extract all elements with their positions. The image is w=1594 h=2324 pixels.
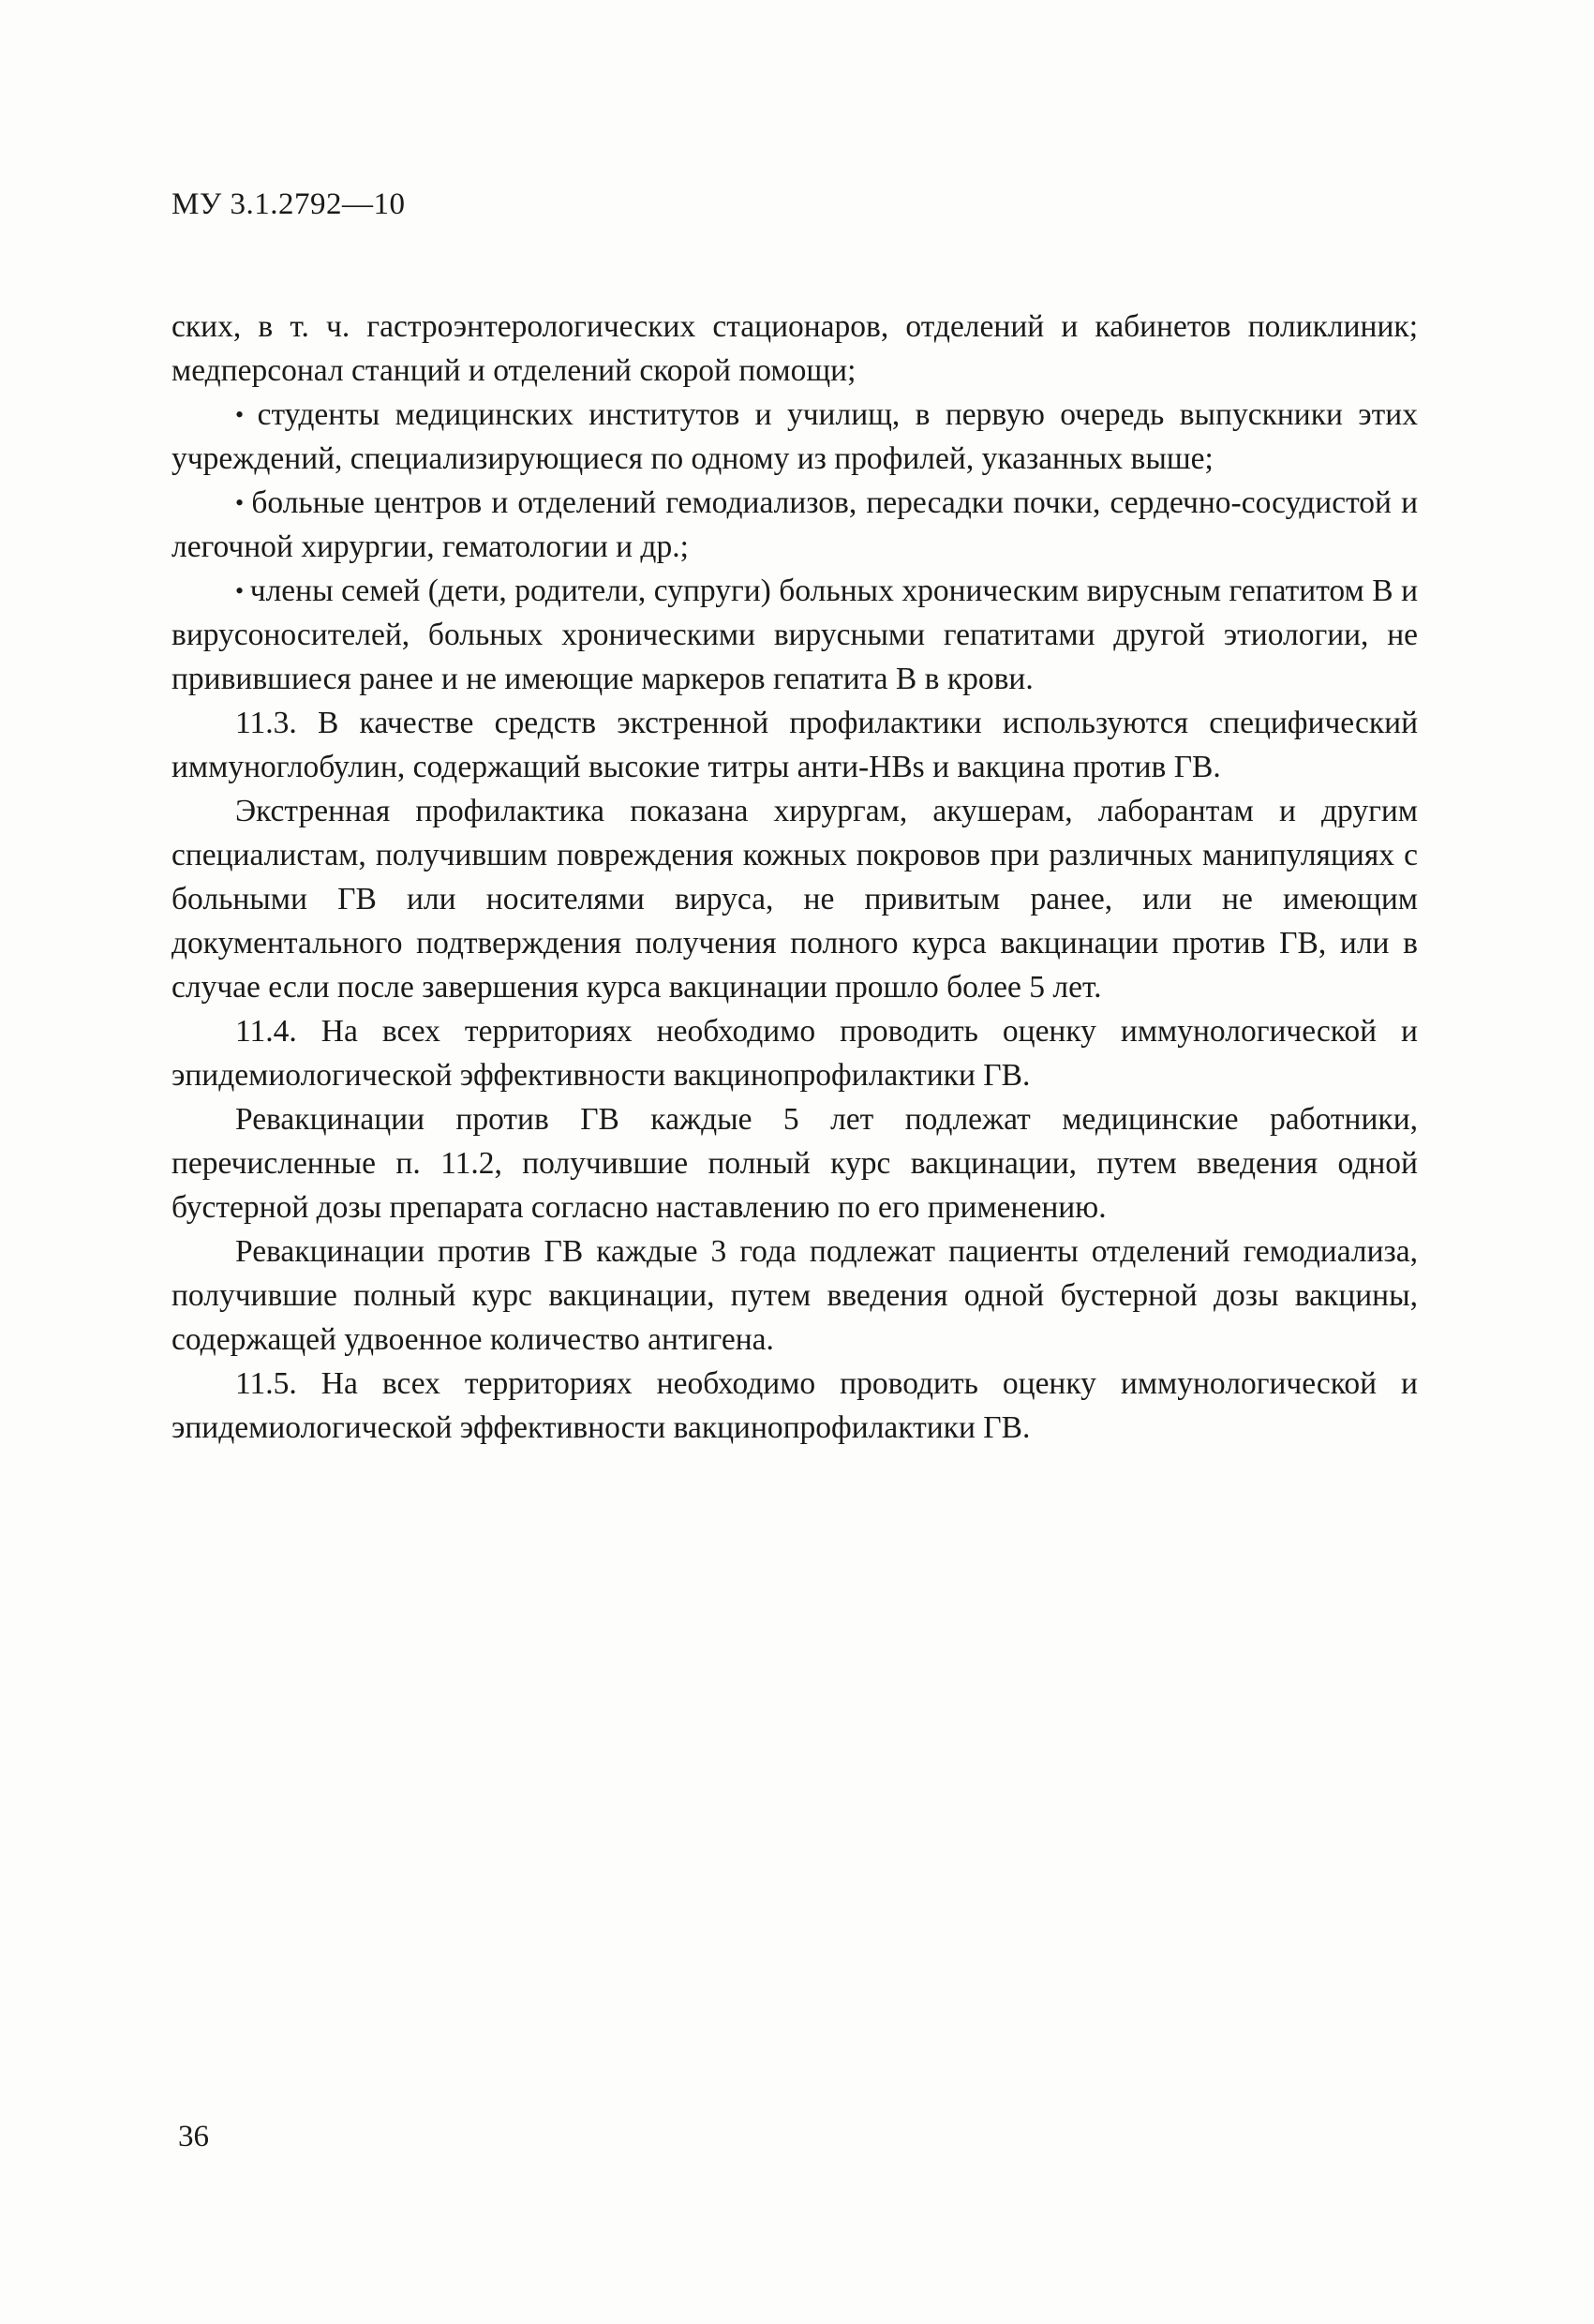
bullet-icon: • — [235, 401, 258, 428]
page-content — [171, 187, 1418, 1450]
bullet-text: члены семей (дети, родители, супруги) больных хроническим вирусным гепатитом В и вирусоносителей, больных хроническими вирусными гепатитами другой этиологии, не привившиеся ранее и не имеющие маркеров гепатита В в крови. — [171, 574, 1418, 696]
bullet-item-families — [171, 569, 1418, 701]
paragraph-revaccination-3-years: Ревакцинации против ГВ каждые 3 года подлежат пациенты отделений гемодиализа, получившие полный курс вакцинации, путем введения одной бустерной дозы вакцины, содержащей удвоенное количество антигена. — [171, 1234, 1418, 1357]
paragraph-revaccination-5-years: Ревакцинации против ГВ каждые 5 лет подлежат медицинские работники, перечисленные п. 11.2, получившие полный курс вакцинации, путем введения одной бустерной дозы препарата согласно наставлению по его применению. — [171, 1102, 1418, 1225]
bullet-text: больные центров и отделений гемодиализов, пересадки почки, сердечно-сосудистой и легочной хирургии, гематологии и др.; — [171, 485, 1418, 564]
paragraph-11-4: 11.4. На всех территориях необходимо проводить оценку иммунологической и эпидемиологической эффективности вакцинопрофилактики ГВ. — [171, 1014, 1418, 1093]
paragraph-11-5: 11.5. На всех территориях необходимо проводить оценку иммунологической и эпидемиологической эффективности вакцинопрофилактики ГВ. — [171, 1366, 1418, 1445]
paragraph-continuation: ских, в т. ч. гастроэнтерологических стационаров, отделений и кабинетов поликлиник; медперсонал станций и отделений скорой помощи; — [171, 309, 1418, 388]
bullet-text: студенты медицинских институтов и училищ, в первую очередь выпускники этих учреждений, специализирующиеся по одному из профилей, указанных выше; — [171, 397, 1418, 476]
page-number: 36 — [178, 2120, 209, 2153]
paragraph-emergency-prophylaxis: Экстренная профилактика показана хирургам, акушерам, лаборантам и другим специалистам, получившим повреждения кожных покровов при различных манипуляциях с больными ГВ или носителями вируса, не привитым ранее, или не имеющим документального подтверждения получения полного курса вакцинации против ГВ, или в случае если после завершения курса вакцинации прошло более 5 лет. — [171, 794, 1418, 1005]
bullet-item-students — [171, 393, 1418, 481]
paragraph-11-3: 11.3. В качестве средств экстренной профилактики используются специфический иммуноглобулин, содержащий высокие титры анти-HBs и вакцина против ГВ. — [171, 706, 1418, 784]
bullet-icon: • — [235, 577, 250, 604]
document-header: МУ 3.1.2792—10 — [171, 187, 406, 221]
bullet-icon: • — [235, 489, 252, 516]
bullet-item-patients — [171, 481, 1418, 569]
